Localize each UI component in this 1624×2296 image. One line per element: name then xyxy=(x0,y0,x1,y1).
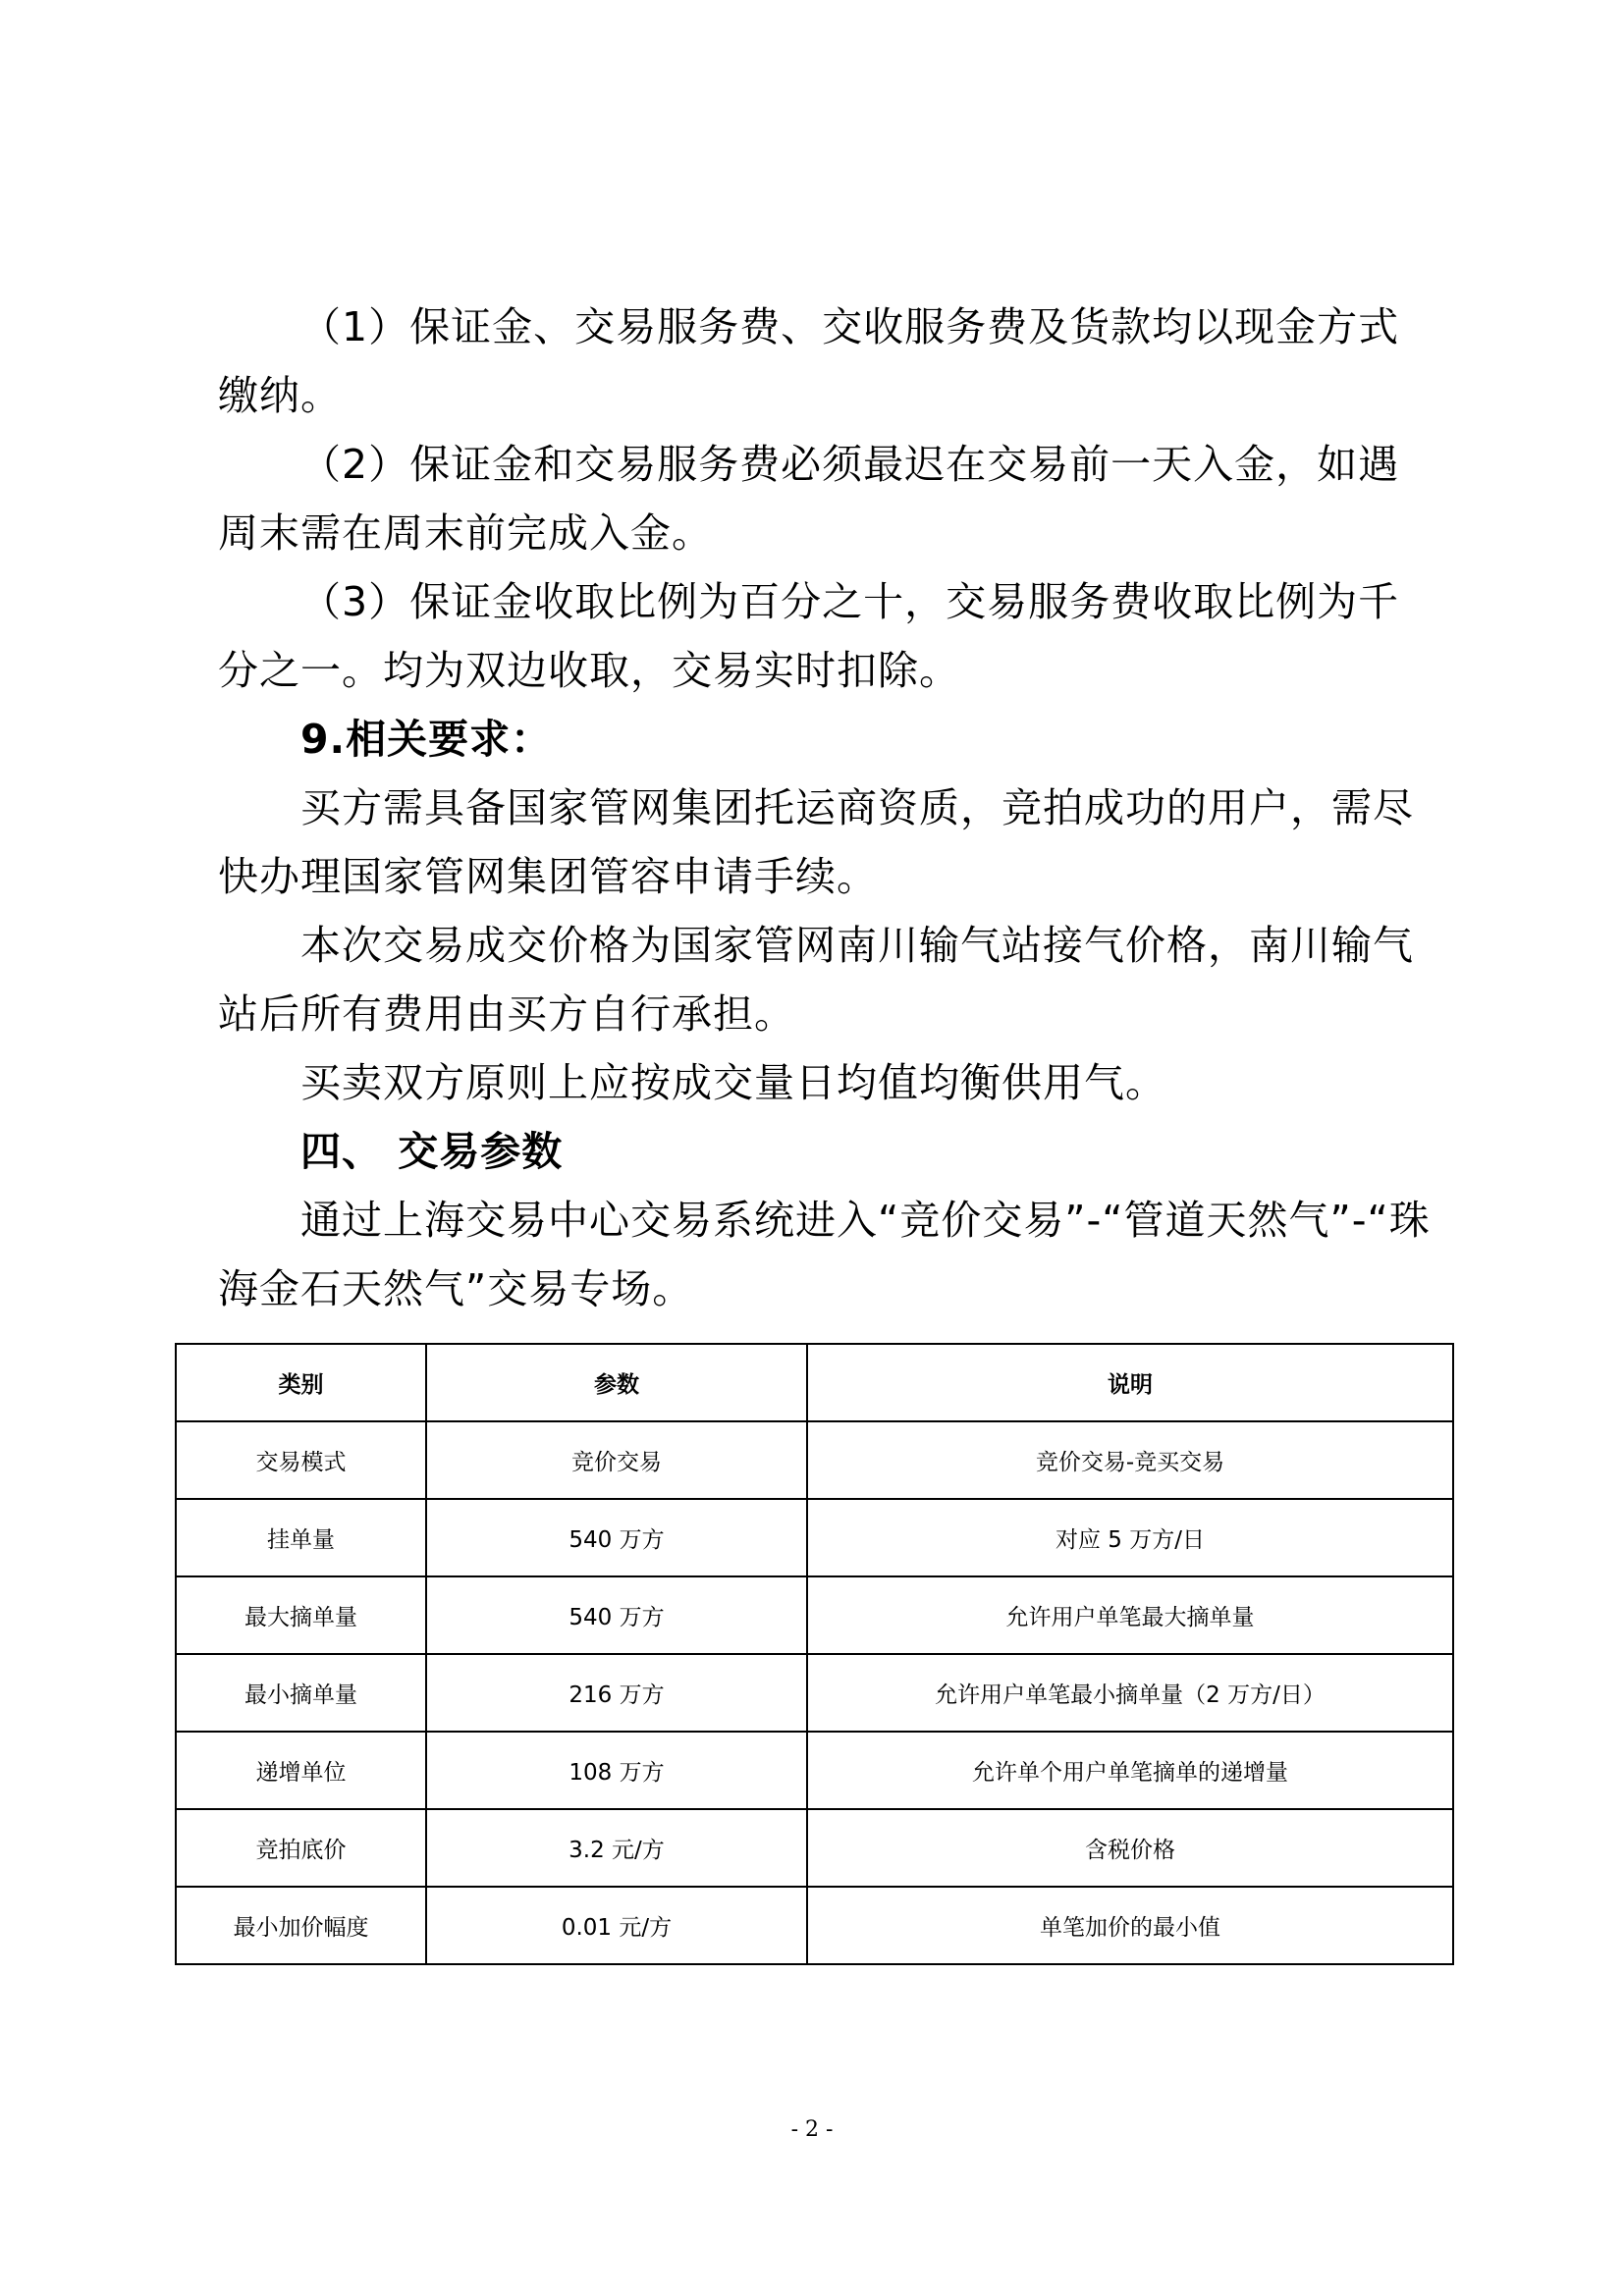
table-cell-category: 交易模式 xyxy=(176,1421,426,1499)
paragraph-payment-method: （1）保证金、交易服务费、交收服务费及货款均以现金方式缴纳。 xyxy=(218,303,1400,419)
table-cell-category: 递增单位 xyxy=(176,1732,426,1809)
table-cell-parameter: 3.2 元/方 xyxy=(426,1809,807,1887)
table-cell-parameter: 0.01 元/方 xyxy=(426,1887,807,1964)
paragraph-system-entry: 通过上海交易中心交易系统进入“竞价交易”-“管道天然气”-“珠海金石天然气”交易专场。 xyxy=(218,1197,1431,1312)
page-number: - 2 - xyxy=(790,2117,834,2142)
table-cell-category: 竞拍底价 xyxy=(176,1809,426,1887)
table-cell-category: 最小加价幅度 xyxy=(176,1887,426,1964)
table-cell-category: 最小摘单量 xyxy=(176,1654,426,1732)
table-cell-description: 单笔加价的最小值 xyxy=(807,1887,1453,1964)
table-cell-description: 允许单个用户单笔摘单的递增量 xyxy=(807,1732,1453,1809)
table-cell-parameter: 108 万方 xyxy=(426,1732,807,1809)
column-header-parameter: 参数 xyxy=(426,1344,807,1421)
paragraph-fee-ratio: （3）保证金收取比例为百分之十，交易服务费收取比例为千分之一。均为双边收取，交易实时扣除。 xyxy=(218,578,1400,694)
paragraph-buyer-qualification: 买方需具备国家管网集团托运商资质，竞拍成功的用户，需尽快办理国家管网集团管容申请手续。 xyxy=(218,784,1414,900)
table-row xyxy=(176,1421,1453,1499)
column-header-category: 类别 xyxy=(176,1344,426,1421)
table-row xyxy=(176,1499,1453,1576)
column-header-description: 说明 xyxy=(807,1344,1453,1421)
paragraph-balanced-supply: 买卖双方原则上应按成交量日均值均衡供用气。 xyxy=(300,1059,1166,1106)
section-heading-requirements: 9.相关要求： xyxy=(300,716,553,763)
table-cell-description: 含税价格 xyxy=(807,1809,1453,1887)
table-cell-parameter: 540 万方 xyxy=(426,1499,807,1576)
table-cell-description: 对应 5 万方/日 xyxy=(807,1499,1453,1576)
trade-parameters-table xyxy=(175,1343,1454,1965)
table-row xyxy=(176,1887,1453,1964)
paragraph-deposit-timing: （2）保证金和交易服务费必须最迟在交易前一天入金，如遇周末需在周末前完成入金。 xyxy=(218,441,1400,557)
table-cell-category: 挂单量 xyxy=(176,1499,426,1576)
table-cell-category: 最大摘单量 xyxy=(176,1576,426,1654)
table-row xyxy=(176,1809,1453,1887)
table-cell-parameter: 540 万方 xyxy=(426,1576,807,1654)
table-cell-parameter: 竞价交易 xyxy=(426,1421,807,1499)
table-cell-description: 允许用户单笔最大摘单量 xyxy=(807,1576,1453,1654)
table-row xyxy=(176,1654,1453,1732)
table-cell-description: 竞价交易-竞买交易 xyxy=(807,1421,1453,1499)
table-row xyxy=(176,1576,1453,1654)
paragraph-price-basis: 本次交易成交价格为国家管网南川输气站接气价格，南川输气站后所有费用由买方自行承担。 xyxy=(218,922,1414,1038)
section-heading-trade-params: 四、 交易参数 xyxy=(300,1128,564,1175)
table-row xyxy=(176,1732,1453,1809)
table-cell-parameter: 216 万方 xyxy=(426,1654,807,1732)
table-header-row xyxy=(176,1344,1453,1421)
table-cell-description: 允许用户单笔最小摘单量（2 万方/日） xyxy=(807,1654,1453,1732)
